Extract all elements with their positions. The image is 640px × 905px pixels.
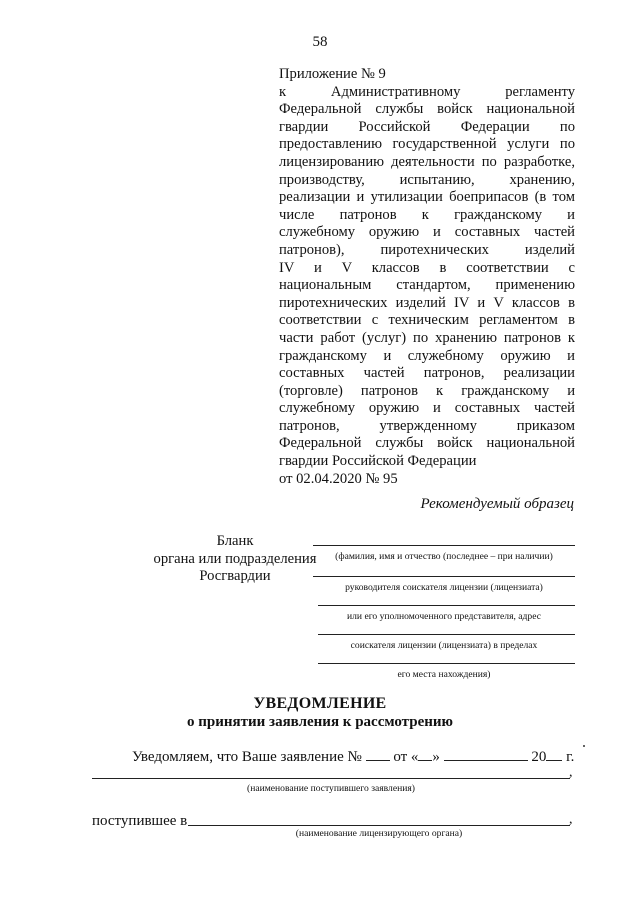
month-field[interactable] bbox=[444, 748, 528, 761]
addressee-line[interactable] bbox=[318, 634, 575, 635]
recommended-sample-label: Рекомендуемый образец bbox=[420, 496, 574, 512]
notification-text: от « bbox=[393, 749, 419, 765]
letterhead-line: органа или подразделения bbox=[153, 550, 317, 567]
appendix-line: IV и V классов в соответствии с bbox=[279, 259, 575, 276]
page-number: 58 bbox=[312, 34, 328, 50]
appendix-line: к Административному регламенту bbox=[279, 83, 575, 100]
application-name-caption: (наименование поступившего заявления) bbox=[247, 783, 415, 794]
notification-text: » bbox=[432, 749, 440, 765]
appendix-line: от 02.04.2020 № 95 bbox=[279, 470, 398, 487]
stray-dot bbox=[583, 745, 585, 747]
year-field[interactable] bbox=[546, 748, 562, 761]
licensing-authority-caption: (наименование лицензирующего органа) bbox=[295, 828, 463, 839]
appendix-line: пиротехнических изделий IV и V классов в bbox=[279, 294, 575, 311]
document-subtitle: о принятии заявления к рассмотрению bbox=[187, 714, 453, 730]
application-number-field[interactable] bbox=[366, 748, 390, 761]
addressee-line[interactable] bbox=[318, 663, 575, 664]
appendix-line: патронов, утвержденному приказом bbox=[279, 417, 575, 434]
letterhead-line: Бланк bbox=[216, 533, 254, 549]
letterhead-line: Росгвардии bbox=[199, 568, 271, 584]
appendix-line: (торговле) патронов к гражданскому и bbox=[279, 382, 575, 399]
addressee-caption: его места нахождения) bbox=[397, 669, 491, 680]
appendix-line: патронов), пиротехнических изделий bbox=[279, 241, 575, 258]
comma: , bbox=[569, 812, 573, 827]
application-name-line[interactable] bbox=[92, 778, 570, 779]
appendix-block bbox=[279, 66, 575, 488]
appendix-line: части работ (услуг) по хранению патронов к bbox=[279, 329, 575, 346]
notification-text: г. bbox=[566, 749, 575, 765]
appendix-line: производству, испытанию, хранению, bbox=[279, 171, 575, 188]
appendix-line: гражданскому и служебному оружию и bbox=[279, 347, 575, 364]
appendix-line: соответствии с техническим регламентом в bbox=[279, 312, 575, 329]
notification-text: Уведомляем, что Ваше заявление № bbox=[132, 749, 362, 765]
appendix-line: реализации и утилизации боеприпасов (в том bbox=[279, 189, 575, 206]
appendix-line: гвардии Российской Федерации по bbox=[279, 118, 575, 135]
addressee-caption: соискателя лицензии (лицензиата) в пределах bbox=[350, 640, 538, 651]
addressee-caption: или его уполномоченного представителя, адрес bbox=[347, 611, 541, 622]
document-title: УВЕДОМЛЕНИЕ bbox=[253, 695, 387, 712]
notification-sentence bbox=[132, 748, 574, 766]
addressee-caption: руководителя соискателя лицензии (лицензиата) bbox=[345, 582, 543, 593]
appendix-line: Федеральной службы войск национальной bbox=[279, 435, 575, 452]
comma: , bbox=[569, 765, 573, 780]
appendix-line: Приложение № 9 bbox=[279, 66, 386, 82]
appendix-line: предоставлению государственной услуги по bbox=[279, 136, 575, 153]
notification-text: 20 bbox=[531, 749, 547, 765]
licensing-authority-line[interactable] bbox=[188, 825, 570, 826]
addressee-line[interactable] bbox=[313, 545, 575, 546]
appendix-line: национальным стандартом, применению bbox=[279, 277, 575, 294]
addressee-caption: (фамилия, имя и отчество (последнее – при наличии) bbox=[335, 551, 553, 562]
received-label: поступившее в bbox=[92, 813, 188, 829]
appendix-line: гвардии Российской Федерации bbox=[279, 453, 477, 470]
day-field[interactable] bbox=[418, 748, 432, 761]
appendix-line: лицензированию деятельности по разработке, bbox=[279, 153, 575, 170]
addressee-line[interactable] bbox=[318, 605, 575, 606]
addressee-line[interactable] bbox=[313, 576, 575, 577]
appendix-line: служебному оружию и составных частей bbox=[279, 400, 575, 417]
appendix-line: числе патронов к гражданскому и bbox=[279, 206, 575, 223]
appendix-line: составных частей патронов, реализации bbox=[279, 365, 575, 382]
appendix-line: Федеральной службы войск национальной bbox=[279, 101, 575, 118]
appendix-line: служебному оружию и составных частей bbox=[279, 224, 575, 241]
